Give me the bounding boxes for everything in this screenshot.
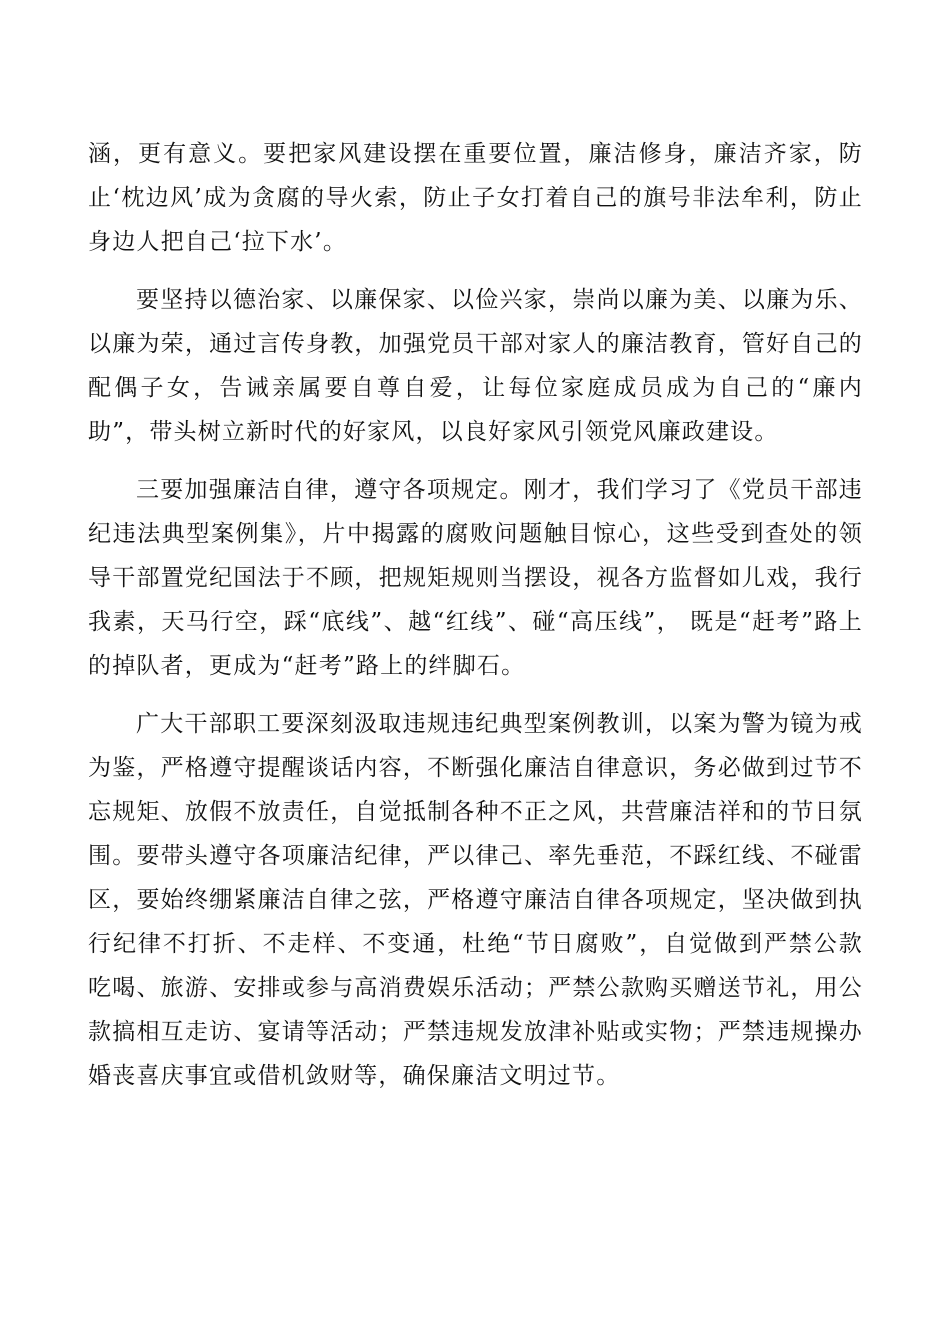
paragraph-self-discipline: 三要加强廉洁自律，遵守各项规定。刚才，我们学习了《党员干部违纪违法典型案例集》，片中揭露的腐败问题触目惊心，这些受到查处的领导干部置党纪国法于不顾，把规矩规则当摆设，视各方监督如儿戏，我行我素，天马行空，踩“底线”、越“红线”、碰“高压线”， 既是“赶考”路上的掉队者，更成为“赶考”路上的绊脚石。 bbox=[88, 477, 863, 679]
document-body bbox=[88, 132, 863, 1112]
paragraph-family-ethics: 要坚持以德治家、以廉保家、以俭兴家，崇尚以廉为美、以廉为乐、以廉为荣，通过言传身教，加强党员干部对家人的廉洁教育，管好自己的配偶子女，告诫亲属要自尊自爱，让每位家庭成员成为自己的“廉内助”，带头树立新时代的好家风，以良好家风引领党风廉政建设。 bbox=[88, 287, 863, 445]
paragraph-continuation: 涵，更有意义。要把家风建设摆在重要位置，廉洁修身，廉洁齐家，防止‘枕边风’成为贪腐的导火索，防止子女打着自己的旗号非法牟利，防止身边人把自己‘拉下水’。 bbox=[88, 141, 863, 255]
paragraph-holiday-rules: 广大干部职工要深刻汲取违规违纪典型案例教训，以案为警为镜为戒为鉴，严格遵守提醒谈话内容，不断强化廉洁自律意识，务必做到过节不忘规矩、放假不放责任，自觉抵制各种不正之风，共营廉洁祥和的节日氛围。要带头遵守各项廉洁纪律，严以律己、率先垂范，不踩红线、不碰雷区，要始终绷紧廉洁自律之弦，严格遵守廉洁自律各项规定，坚决做到执行纪律不打折、不走样、不变通，杜绝“节日腐败”，自觉做到严禁公款吃喝、旅游、安排或参与高消费娱乐活动；严禁公款购买赠送节礼，用公款搞相互走访、宴请等活动；严禁违规发放津补贴或实物；严禁违规操办婚丧喜庆事宜或借机敛财等，确保廉洁文明过节。 bbox=[88, 711, 863, 1089]
